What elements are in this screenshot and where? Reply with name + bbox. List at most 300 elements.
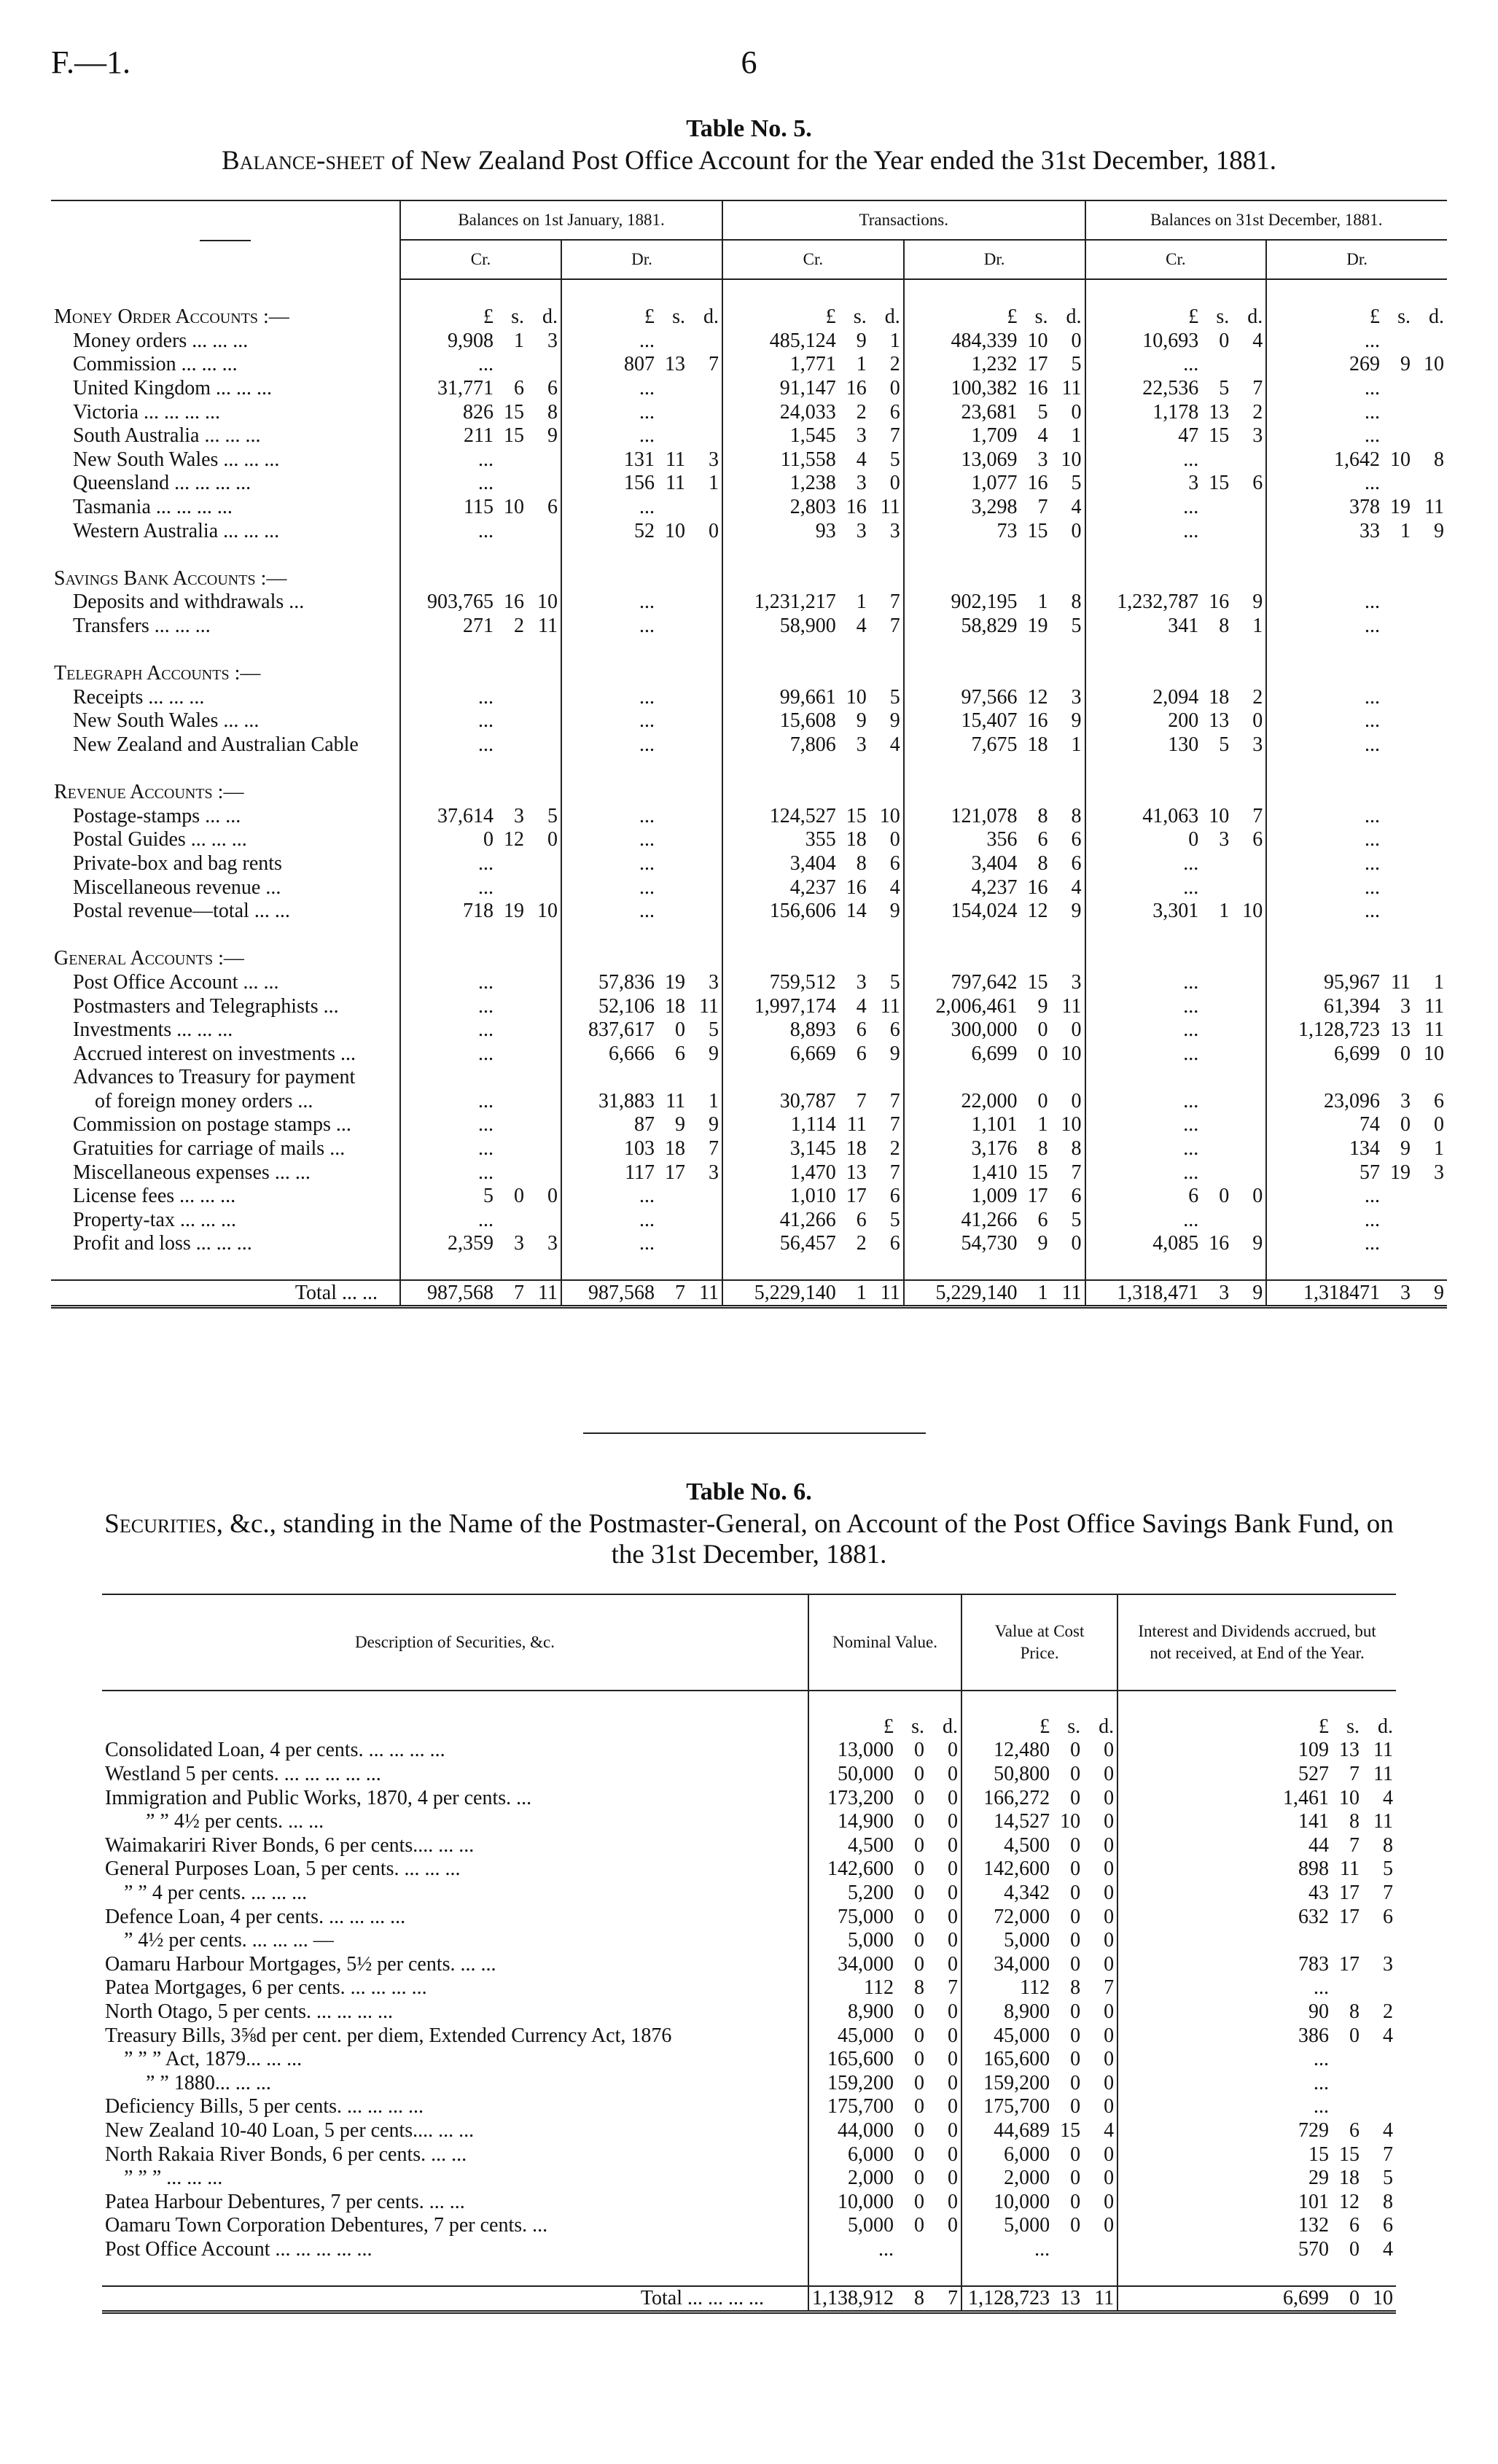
amount-pence: 0 bbox=[948, 2190, 958, 2213]
table5-caption bbox=[51, 146, 1447, 176]
amount-pounds: ... bbox=[400, 519, 496, 543]
amount-shillings: 1 bbox=[514, 329, 525, 352]
amount-pence bbox=[527, 1161, 561, 1185]
table-row bbox=[51, 424, 1447, 448]
amount-pounds: 15,407 bbox=[904, 709, 1021, 733]
table-row bbox=[51, 590, 1447, 615]
amount-pounds bbox=[722, 1066, 839, 1090]
amount-pounds: 45,000 bbox=[961, 2024, 1053, 2048]
amount-shillings: 16 bbox=[1027, 876, 1048, 899]
amount-pounds: 1,642 bbox=[1266, 448, 1383, 472]
amount-pounds: 56,457 bbox=[722, 1232, 839, 1256]
table-row bbox=[51, 828, 1447, 852]
amount-shillings: 12 bbox=[1027, 685, 1048, 709]
row-label: Receipts ... ... ... bbox=[73, 685, 205, 709]
amount-pence: 6 bbox=[1434, 1089, 1444, 1112]
amount-pounds: 1,114 bbox=[722, 1113, 839, 1137]
currency-header-row bbox=[102, 1715, 1396, 1739]
amount-pounds: 8,900 bbox=[808, 2000, 897, 2024]
amount-pounds: ... bbox=[561, 330, 658, 354]
amount-pounds: 175,700 bbox=[961, 2095, 1053, 2119]
amount-shillings bbox=[496, 1161, 527, 1185]
amount-shillings bbox=[658, 400, 688, 424]
amount-pounds: 211 bbox=[400, 424, 496, 448]
amount-pounds: 6,000 bbox=[961, 2143, 1053, 2167]
amount-shillings: 0 bbox=[914, 1905, 924, 1928]
column-subheader: Dr. bbox=[561, 240, 722, 279]
amount-shillings: 15 bbox=[1339, 2143, 1359, 2166]
amount-pounds: 6,699 bbox=[904, 1042, 1021, 1066]
amount-pounds: ... bbox=[1266, 686, 1383, 710]
amount-pence: 0 bbox=[547, 1185, 558, 1208]
amount-pounds: 527 bbox=[1117, 1763, 1332, 1787]
amount-shillings bbox=[897, 2238, 927, 2262]
amount-pence bbox=[1413, 852, 1447, 876]
amount-pounds: ... bbox=[400, 1042, 496, 1066]
amount-shillings: 8 bbox=[1349, 2000, 1359, 2024]
table-row bbox=[51, 709, 1447, 733]
empty bbox=[561, 567, 722, 591]
amount-shillings bbox=[1201, 1161, 1232, 1185]
empty bbox=[722, 567, 904, 591]
column-header: Value at Cost Price. bbox=[961, 1594, 1117, 1691]
amount-shillings bbox=[496, 1018, 527, 1042]
amount-shillings: 9 bbox=[1400, 1137, 1411, 1161]
spacer bbox=[400, 923, 561, 947]
amount-shillings: 15 bbox=[504, 424, 525, 448]
spacer bbox=[51, 923, 400, 947]
amount-shillings bbox=[658, 1185, 688, 1209]
amount-pence bbox=[527, 733, 561, 757]
amount-pence bbox=[1413, 615, 1447, 639]
table6-header bbox=[102, 1594, 1396, 1691]
amount-pence: 4 bbox=[889, 876, 900, 899]
row-label: Accrued interest on investments ... bbox=[73, 1042, 356, 1065]
amount-pence: 0 bbox=[1104, 1905, 1115, 1928]
amount-pounds: 269 bbox=[1266, 353, 1383, 377]
amount-shillings bbox=[1201, 1113, 1232, 1137]
amount-pounds: 33 bbox=[1266, 519, 1383, 543]
empty bbox=[722, 662, 904, 686]
amount-pence: 0 bbox=[1104, 1929, 1115, 1952]
section-header-row bbox=[51, 567, 1447, 591]
amount-pounds: 1,771 bbox=[722, 353, 839, 377]
currency-pence-label: d. bbox=[1247, 305, 1263, 329]
amount-pounds: ... bbox=[561, 876, 658, 900]
amount-pence: 0 bbox=[948, 1882, 958, 1905]
amount-shillings: 19 bbox=[1390, 496, 1411, 519]
amount-shillings: 0 bbox=[1400, 1113, 1411, 1137]
table-row bbox=[102, 2095, 1396, 2119]
table-row bbox=[102, 2167, 1396, 2191]
column-subheader: Cr. bbox=[1085, 240, 1267, 279]
amount-pounds: 807 bbox=[561, 353, 658, 377]
amount-pounds: 4,237 bbox=[722, 876, 839, 900]
amount-pounds: 8,900 bbox=[961, 2000, 1053, 2024]
row-label: Oamaru Harbour Mortgages, 5½ per cents. ... ... bbox=[105, 1952, 496, 1976]
row-label: Postal Guides ... ... ... bbox=[73, 828, 247, 851]
row-label: Post Office Account ... ... ... ... ... bbox=[105, 2237, 372, 2261]
amount-shillings bbox=[1201, 1090, 1232, 1114]
amount-pence: 3 bbox=[709, 448, 719, 471]
amount-shillings: 16 bbox=[1027, 709, 1048, 733]
amount-shillings: 12 bbox=[1027, 900, 1048, 923]
amount-pence bbox=[870, 1066, 904, 1090]
amount-pounds: ... bbox=[1085, 1161, 1202, 1185]
page-header bbox=[51, 44, 1447, 87]
amount-pounds: 4,500 bbox=[961, 1834, 1053, 1858]
amount-shillings: 11 bbox=[666, 472, 686, 495]
empty bbox=[1266, 781, 1447, 805]
amount-shillings bbox=[496, 1066, 527, 1090]
amount-shillings: 0 bbox=[914, 1810, 924, 1833]
amount-pence bbox=[688, 733, 722, 757]
amount-pounds: 90 bbox=[1117, 2000, 1332, 2024]
currency-shilling-label: s. bbox=[1346, 1715, 1359, 1738]
spacer-row bbox=[102, 1691, 1396, 1715]
amount-pounds: 43 bbox=[1117, 1882, 1332, 1906]
table-row bbox=[102, 2000, 1396, 2024]
amount-pence bbox=[688, 1185, 722, 1209]
spacer bbox=[904, 543, 1085, 567]
spacer bbox=[961, 2261, 1117, 2286]
amount-pence bbox=[527, 519, 561, 543]
amount-pence: 4 bbox=[1071, 876, 1082, 899]
amount-pounds: 50,800 bbox=[961, 1763, 1053, 1787]
amount-pounds: 1,009 bbox=[904, 1185, 1021, 1209]
table-row bbox=[102, 1763, 1396, 1787]
table-row bbox=[51, 1113, 1447, 1137]
amount-shillings: 17 bbox=[1027, 353, 1048, 376]
amount-pence: 8 bbox=[1071, 804, 1082, 827]
amount-pence: 6 bbox=[889, 851, 900, 875]
amount-shillings bbox=[658, 900, 688, 924]
amount-shillings: 9 bbox=[856, 329, 867, 352]
total-label: Total ... ... ... ... bbox=[102, 2286, 808, 2312]
amount-pounds: 378 bbox=[1266, 496, 1383, 520]
row-label: Miscellaneous expenses ... ... bbox=[73, 1161, 311, 1184]
amount-shillings bbox=[1383, 424, 1413, 448]
amount-shillings bbox=[496, 1113, 527, 1137]
amount-pounds: 44 bbox=[1117, 1834, 1332, 1858]
amount-pounds: 44,000 bbox=[808, 2119, 897, 2143]
amount-pence bbox=[1232, 1209, 1266, 1233]
amount-shillings: 8 bbox=[914, 1976, 924, 2000]
amount-pence: 0 bbox=[1252, 709, 1263, 733]
amount-shillings: 10 bbox=[1060, 1810, 1081, 1833]
amount-pence: 0 bbox=[948, 1857, 958, 1881]
amount-pence bbox=[927, 2238, 961, 2262]
table-row bbox=[51, 472, 1447, 496]
amount-shillings: 3 bbox=[1219, 828, 1230, 851]
currency-pence-label: d. bbox=[1378, 1715, 1393, 1738]
amount-shillings: 0 bbox=[1070, 2143, 1081, 2166]
amount-pence: 5 bbox=[1383, 1857, 1393, 1881]
amount-shillings: 7 bbox=[856, 1089, 867, 1112]
amount-pounds: ... bbox=[1266, 330, 1383, 354]
spacer bbox=[722, 1256, 904, 1281]
amount-pounds: ... bbox=[1266, 400, 1383, 424]
amount-shillings: 3 bbox=[1037, 448, 1048, 471]
empty bbox=[1266, 567, 1447, 591]
amount-shillings bbox=[658, 590, 688, 615]
currency-pence-label: d. bbox=[884, 305, 900, 329]
spacer bbox=[561, 543, 722, 567]
amount-pence: 9 bbox=[889, 709, 900, 733]
amount-pounds: ... bbox=[1085, 994, 1202, 1018]
amount-pounds: ... bbox=[561, 804, 658, 828]
amount-pounds: 2,000 bbox=[808, 2167, 897, 2191]
amount-shillings: 3 bbox=[1383, 1280, 1413, 1306]
currency-shilling-label: s. bbox=[1216, 305, 1230, 329]
amount-pence: 0 bbox=[889, 828, 900, 851]
amount-pounds: 5,000 bbox=[808, 2214, 897, 2238]
row-label: ” ” 4 per cents. ... ... ... bbox=[124, 1882, 308, 1905]
column-subheader: Cr. bbox=[722, 240, 904, 279]
amount-pounds: 1,318471 bbox=[1266, 1280, 1383, 1306]
amount-pence: 0 bbox=[948, 1833, 958, 1857]
amount-shillings bbox=[496, 472, 527, 496]
amount-pence: 7 bbox=[889, 424, 900, 448]
amount-shillings: 13 bbox=[1390, 1018, 1411, 1042]
amount-shillings bbox=[1383, 852, 1413, 876]
amount-shillings bbox=[1201, 448, 1232, 472]
amount-shillings: 0 bbox=[1037, 1042, 1048, 1065]
amount-shillings: 3 bbox=[1400, 994, 1411, 1018]
amount-pounds: ... bbox=[400, 1209, 496, 1233]
amount-pounds: 10,693 bbox=[1085, 330, 1202, 354]
amount-pounds: ... bbox=[1085, 1113, 1202, 1137]
amount-shillings: 0 bbox=[675, 1018, 686, 1042]
amount-pounds: 22,000 bbox=[904, 1090, 1021, 1114]
amount-pence: 7 bbox=[709, 1137, 719, 1161]
amount-pounds: 34,000 bbox=[808, 1953, 897, 1977]
amount-shillings bbox=[1201, 1137, 1232, 1161]
row-label: ” ” 1880... ... ... bbox=[146, 2071, 271, 2094]
amount-pence: 6 bbox=[1071, 1185, 1082, 1208]
amount-pence: 9 bbox=[889, 1042, 900, 1065]
amount-shillings: 8 bbox=[1070, 1976, 1081, 2000]
amount-pence: 11 bbox=[527, 1280, 561, 1306]
amount-pounds: 2,000 bbox=[961, 2167, 1053, 2191]
amount-pounds: 1,232,787 bbox=[1085, 590, 1202, 615]
amount-shillings bbox=[1383, 1185, 1413, 1209]
amount-pence: 7 bbox=[889, 1089, 900, 1112]
amount-shillings: 12 bbox=[1339, 2190, 1359, 2213]
amount-shillings bbox=[1201, 1209, 1232, 1233]
amount-shillings bbox=[1201, 1018, 1232, 1042]
amount-pounds: ... bbox=[400, 971, 496, 995]
amount-shillings: 0 bbox=[1070, 1952, 1081, 1976]
section-header-row bbox=[51, 947, 1447, 971]
table-row bbox=[51, 377, 1447, 401]
empty bbox=[400, 662, 561, 686]
amount-shillings bbox=[1201, 496, 1232, 520]
amount-shillings bbox=[496, 733, 527, 757]
spacer bbox=[1085, 279, 1267, 305]
amount-shillings: 17 bbox=[846, 1185, 867, 1208]
amount-pounds: ... bbox=[400, 1090, 496, 1114]
spacer bbox=[400, 279, 561, 305]
amount-pounds bbox=[400, 1066, 496, 1090]
amount-pence: 11 bbox=[870, 1280, 904, 1306]
amount-pence bbox=[1413, 1185, 1447, 1209]
amount-pounds: 5,229,140 bbox=[904, 1280, 1021, 1306]
amount-pence bbox=[527, 1113, 561, 1137]
amount-pence: 7 bbox=[889, 1161, 900, 1184]
row-label: Waimakariri River Bonds, 6 per cents.... ... ... bbox=[105, 1833, 475, 1857]
spacer bbox=[1085, 638, 1267, 662]
amount-pence: 2 bbox=[889, 353, 900, 376]
spacer bbox=[1266, 923, 1447, 947]
amount-pounds: ... bbox=[400, 1161, 496, 1185]
amount-pence: 0 bbox=[1104, 1739, 1115, 1762]
amount-shillings: 13 bbox=[1209, 709, 1230, 733]
amount-shillings: 6 bbox=[856, 1208, 867, 1231]
amount-pence: 0 bbox=[1104, 1763, 1115, 1786]
amount-pence: 10 bbox=[1362, 2286, 1396, 2312]
amount-pounds: ... bbox=[1266, 804, 1383, 828]
amount-pence: 9 bbox=[1232, 1280, 1266, 1306]
amount-shillings bbox=[496, 994, 527, 1018]
amount-pounds: 6,666 bbox=[561, 1042, 658, 1066]
amount-pence: 7 bbox=[1383, 1882, 1393, 1905]
amount-shillings: 4 bbox=[1037, 424, 1048, 448]
amount-pence: 5 bbox=[889, 448, 900, 471]
amount-shillings: 0 bbox=[914, 2190, 924, 2213]
amount-pence: 1 bbox=[709, 472, 719, 495]
amount-shillings: 16 bbox=[846, 876, 867, 899]
empty bbox=[904, 947, 1085, 971]
row-label: United Kingdom ... ... ... bbox=[73, 377, 272, 400]
amount-pence: 5 bbox=[889, 685, 900, 709]
amount-shillings: 0 bbox=[1349, 2024, 1359, 2047]
amount-pence: 0 bbox=[1104, 1833, 1115, 1857]
amount-shillings: 7 bbox=[1037, 496, 1048, 519]
amount-pence bbox=[1362, 2048, 1396, 2072]
amount-pounds: ... bbox=[400, 709, 496, 733]
amount-shillings: 17 bbox=[1339, 1905, 1359, 1928]
amount-shillings: 16 bbox=[504, 590, 525, 614]
amount-pounds: 1,232 bbox=[904, 353, 1021, 377]
amount-pence: 10 bbox=[537, 900, 558, 923]
amount-pounds: 100,382 bbox=[904, 377, 1021, 401]
amount-shillings bbox=[1383, 1066, 1413, 1090]
total-row bbox=[51, 1280, 1447, 1306]
row-label: Western Australia ... ... ... bbox=[73, 519, 280, 542]
amount-shillings bbox=[658, 330, 688, 354]
table-row bbox=[51, 1232, 1447, 1256]
amount-pounds: 903,765 bbox=[400, 590, 496, 615]
amount-pounds: 1,178 bbox=[1085, 400, 1202, 424]
amount-shillings bbox=[1383, 709, 1413, 733]
amount-pounds: 6 bbox=[1085, 1185, 1202, 1209]
column-subheader: Cr. bbox=[400, 240, 561, 279]
amount-shillings bbox=[1201, 852, 1232, 876]
amount-pounds: 159,200 bbox=[961, 2072, 1053, 2096]
table-row bbox=[102, 2214, 1396, 2238]
amount-pence bbox=[1413, 472, 1447, 496]
amount-shillings bbox=[1201, 994, 1232, 1018]
amount-shillings: 8 bbox=[1037, 804, 1048, 827]
amount-shillings: 13 bbox=[1209, 400, 1230, 424]
amount-pence: 0 bbox=[1104, 2214, 1115, 2237]
amount-pence bbox=[1232, 519, 1266, 543]
amount-shillings: 7 bbox=[496, 1280, 527, 1306]
amount-shillings: 10 bbox=[846, 685, 867, 709]
amount-pence bbox=[1413, 900, 1447, 924]
amount-pounds: 57 bbox=[1266, 1161, 1383, 1185]
amount-pence bbox=[1362, 2072, 1396, 2096]
amount-pence: 3 bbox=[1071, 970, 1082, 994]
amount-shillings: 13 bbox=[665, 353, 686, 376]
amount-pounds: 124,527 bbox=[722, 804, 839, 828]
amount-pounds: 1,461 bbox=[1117, 1786, 1332, 1810]
amount-pounds: 987,568 bbox=[400, 1280, 496, 1306]
amount-shillings: 15 bbox=[1027, 970, 1048, 994]
amount-shillings bbox=[496, 852, 527, 876]
empty bbox=[561, 781, 722, 805]
amount-shillings: 17 bbox=[1027, 1185, 1048, 1208]
amount-pounds: 2,006,461 bbox=[904, 994, 1021, 1018]
amount-pence bbox=[688, 330, 722, 354]
table-row bbox=[102, 1857, 1396, 1882]
amount-pence bbox=[1413, 828, 1447, 852]
amount-pence: 7 bbox=[889, 1113, 900, 1137]
spacer bbox=[400, 1256, 561, 1281]
amount-pounds: 15 bbox=[1117, 2143, 1332, 2167]
description-header bbox=[51, 200, 400, 279]
currency-pence-label: d. bbox=[703, 305, 719, 329]
amount-pence: 5 bbox=[547, 804, 558, 827]
amount-pence: 11 bbox=[1373, 1810, 1393, 1833]
amount-pence bbox=[1413, 804, 1447, 828]
table-row bbox=[51, 900, 1447, 924]
spacer bbox=[904, 1256, 1085, 1281]
table-row bbox=[102, 1834, 1396, 1858]
amount-shillings: 11 bbox=[666, 448, 686, 471]
amount-pounds: 50,000 bbox=[808, 1763, 897, 1787]
row-label: Deposits and withdrawals ... bbox=[73, 590, 305, 614]
spacer bbox=[1085, 923, 1267, 947]
amount-shillings bbox=[1332, 2048, 1362, 2072]
amount-pounds: 175,700 bbox=[808, 2095, 897, 2119]
amount-pence bbox=[1413, 400, 1447, 424]
spacer bbox=[400, 543, 561, 567]
amount-shillings: 0 bbox=[1070, 2190, 1081, 2213]
amount-shillings: 16 bbox=[1209, 1232, 1230, 1255]
amount-pounds bbox=[1266, 1066, 1383, 1090]
amount-pounds: 1,470 bbox=[722, 1161, 839, 1185]
amount-pounds: 200 bbox=[1085, 709, 1202, 733]
spacer bbox=[561, 757, 722, 781]
amount-shillings: 10 bbox=[504, 496, 525, 519]
amount-pence: 0 bbox=[948, 2167, 958, 2190]
total-row bbox=[102, 2286, 1396, 2312]
amount-pence: 0 bbox=[1104, 2071, 1115, 2094]
amount-pence bbox=[527, 971, 561, 995]
amount-shillings bbox=[1383, 472, 1413, 496]
amount-pounds: 11,558 bbox=[722, 448, 839, 472]
spacer-row bbox=[51, 757, 1447, 781]
currency-pound-label: £ bbox=[904, 305, 1021, 330]
amount-shillings: 3 bbox=[856, 472, 867, 495]
table-row bbox=[51, 804, 1447, 828]
table-row bbox=[102, 1882, 1396, 1906]
currency-pound-label: £ bbox=[961, 1715, 1053, 1739]
row-label: New Zealand 10-40 Loan, 5 per cents.... ... ... bbox=[105, 2118, 475, 2142]
amount-pounds: 52,106 bbox=[561, 994, 658, 1018]
